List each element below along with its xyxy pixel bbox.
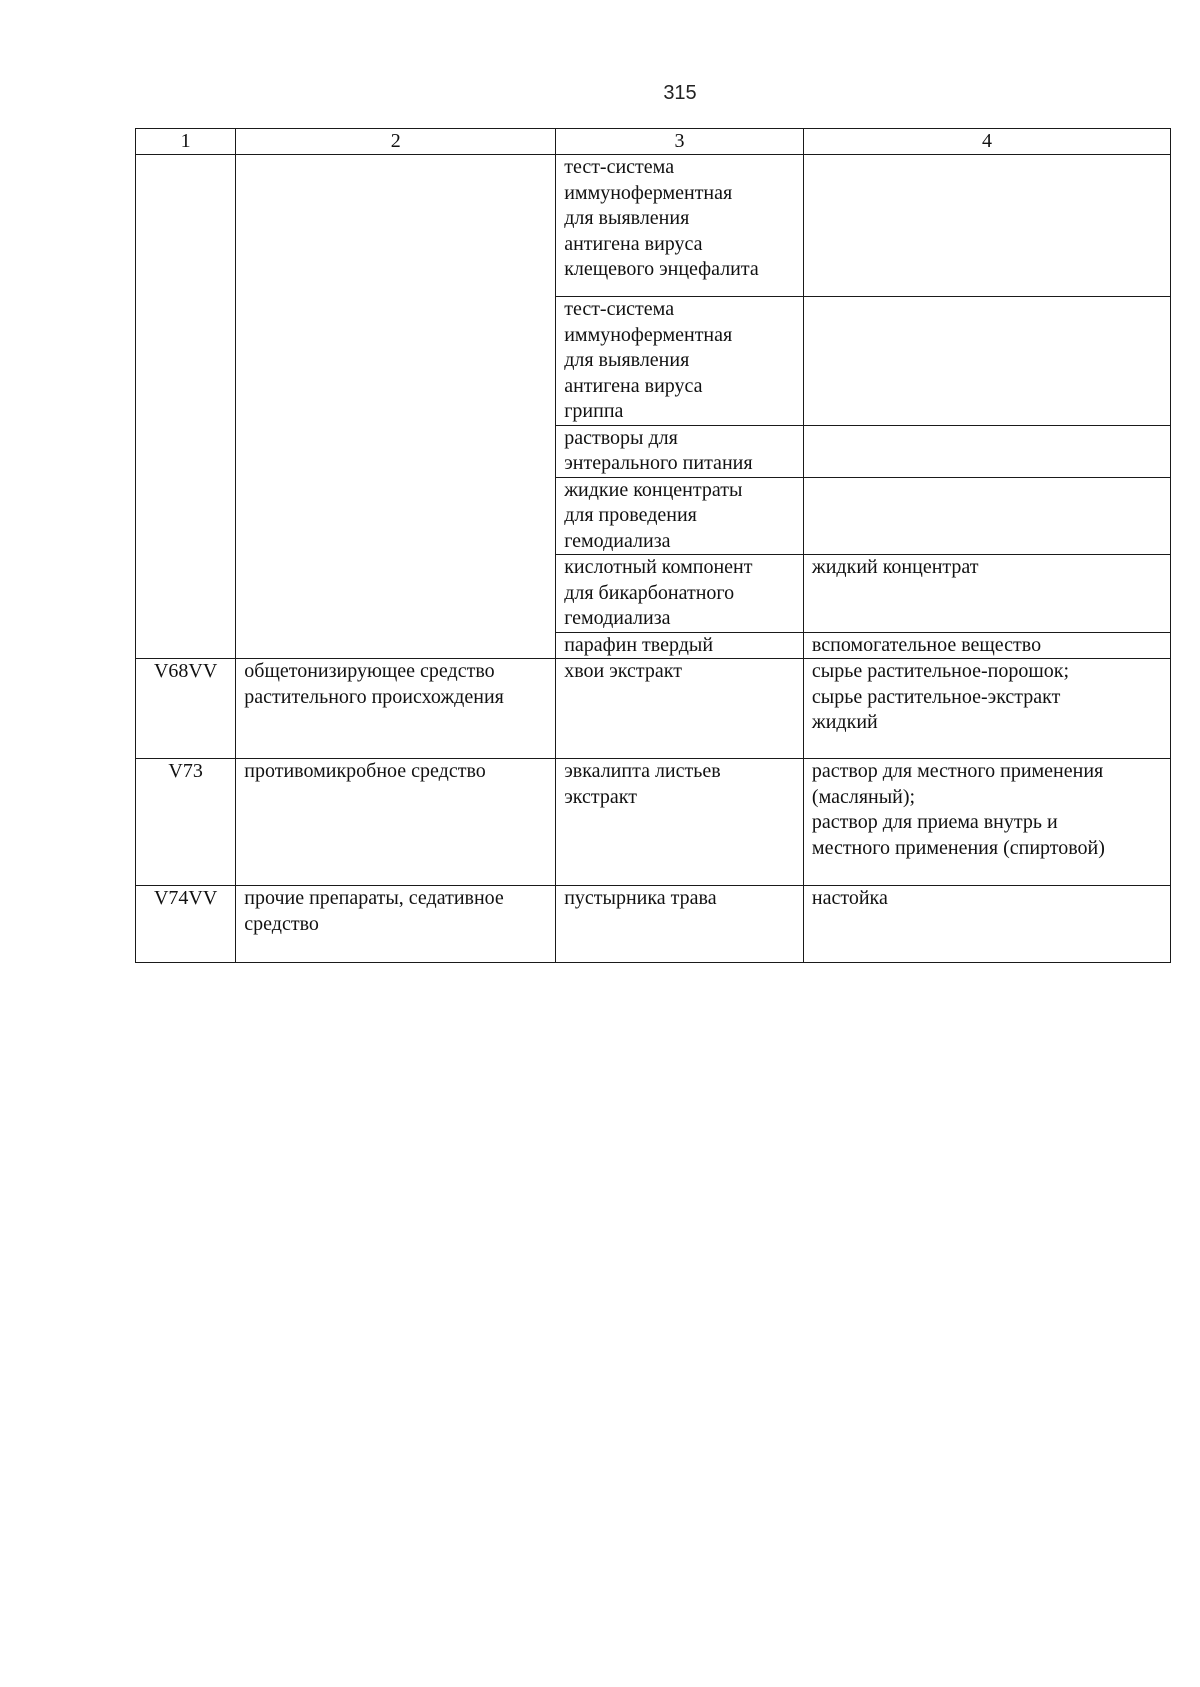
form-cell: жидкий концентрат bbox=[803, 555, 1170, 633]
drug-cell: пустырника трава bbox=[556, 886, 804, 963]
table-row bbox=[136, 155, 1171, 297]
table-row bbox=[136, 659, 1171, 759]
form-cell: раствор для местного применения (масляный); раствор для приема внутрь и местного применения (спиртовой) bbox=[803, 759, 1170, 886]
group-cell: противомикробное средство bbox=[236, 759, 556, 886]
code-cell: V74VV bbox=[136, 886, 236, 963]
code-cell-merged bbox=[136, 155, 236, 659]
code-cell: V68VV bbox=[136, 659, 236, 759]
drug-cell: кислотный компонент для бикарбонатного гемодиализа bbox=[556, 555, 804, 633]
group-cell: общетонизирующее средство растительного происхождения bbox=[236, 659, 556, 759]
table-row bbox=[136, 759, 1171, 886]
drug-cell: эвкалипта листьев экстракт bbox=[556, 759, 804, 886]
column-number-4: 4 bbox=[803, 129, 1170, 155]
code-cell: V73 bbox=[136, 759, 236, 886]
form-cell bbox=[803, 425, 1170, 477]
page-number: 315 bbox=[663, 82, 697, 104]
group-cell-merged bbox=[236, 155, 556, 659]
form-cell: сырье растительное-порошок; сырье растительное-экстракт жидкий bbox=[803, 659, 1170, 759]
column-number-2: 2 bbox=[236, 129, 556, 155]
drug-cell: растворы для энтерального питания bbox=[556, 425, 804, 477]
medication-table bbox=[135, 128, 1171, 963]
column-number-3: 3 bbox=[556, 129, 804, 155]
form-cell bbox=[803, 155, 1170, 297]
table-header-row bbox=[136, 129, 1171, 155]
table-row bbox=[136, 886, 1171, 963]
drug-cell: тест-система иммуноферментная для выявления антигена вируса гриппа bbox=[556, 297, 804, 426]
form-cell bbox=[803, 477, 1170, 555]
column-number-1: 1 bbox=[136, 129, 236, 155]
drug-cell: хвои экстракт bbox=[556, 659, 804, 759]
drug-cell: парафин твердый bbox=[556, 632, 804, 659]
drug-cell: жидкие концентраты для проведения гемодиализа bbox=[556, 477, 804, 555]
form-cell: настойка bbox=[803, 886, 1170, 963]
form-cell: вспомогательное вещество bbox=[803, 632, 1170, 659]
group-cell: прочие препараты, седативное средство bbox=[236, 886, 556, 963]
drug-cell: тест-система иммуноферментная для выявления антигена вируса клещевого энцефалита bbox=[556, 155, 804, 297]
form-cell bbox=[803, 297, 1170, 426]
